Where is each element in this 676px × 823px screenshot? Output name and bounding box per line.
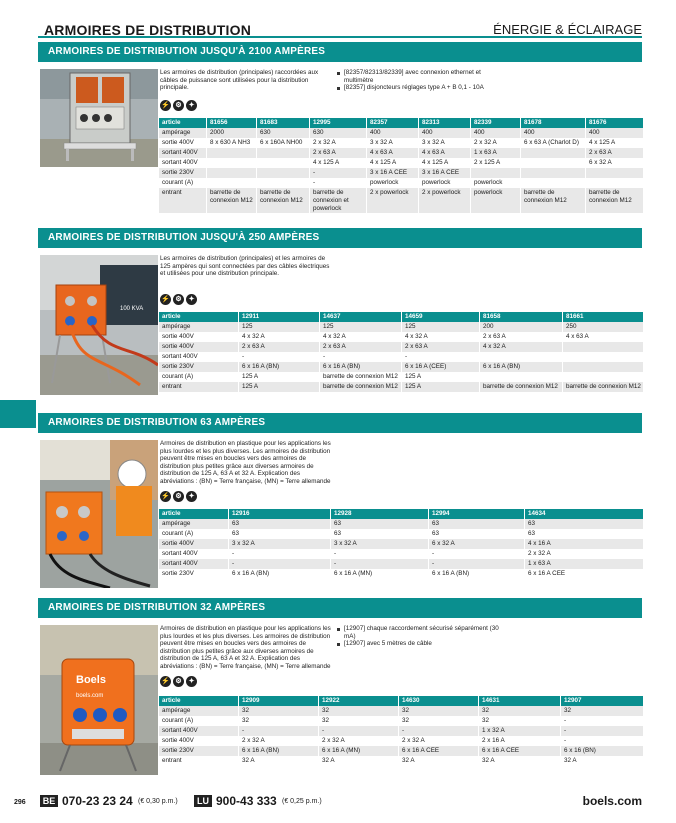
rate-lu: (€ 0,25 p.m.) <box>282 798 322 805</box>
table-cell <box>480 352 563 362</box>
section-250a <box>38 228 642 408</box>
side-color-tab <box>0 400 36 428</box>
table-cell <box>480 372 563 382</box>
table-cell: 400 <box>471 128 521 138</box>
table-cell: - <box>319 726 399 736</box>
table-cell: 4 x 16 A <box>525 539 643 549</box>
table-cell: 125 <box>239 322 320 332</box>
boels-url: boels.com <box>76 693 104 699</box>
table-cell: 6 x 63 A (Charlot D) <box>521 138 586 148</box>
column-header: 12909 <box>239 696 319 706</box>
column-header: 82357 <box>367 118 419 128</box>
table-cell: 32 A <box>319 756 399 766</box>
table-cell: - <box>229 549 331 559</box>
table-cell: 2 x 32 A <box>399 736 479 746</box>
row-label: sortie 230V <box>159 362 239 372</box>
row-label: sortant 400V <box>159 148 207 158</box>
table-cell: 1 x 32 A <box>479 726 561 736</box>
column-header: 12916 <box>229 509 331 519</box>
table-cell: 6 x 16 A (BN) <box>239 362 320 372</box>
table-cell: 2 x powerlock <box>419 188 471 213</box>
table-cell: - <box>561 726 643 736</box>
page-number: 296 <box>14 799 26 806</box>
table-cell: 2 x 63 A <box>402 342 480 352</box>
page-footer <box>0 790 676 814</box>
wrench-icon: ✦ <box>186 100 197 111</box>
column-header: 81683 <box>257 118 310 128</box>
table-cell: - <box>239 352 320 362</box>
boels-logo: Boels <box>76 674 106 686</box>
column-header: 12907 <box>561 696 643 706</box>
table-cell: 2000 <box>207 128 257 138</box>
section-63a <box>38 413 642 591</box>
feature-list <box>336 69 501 92</box>
table-cell: 63 <box>331 519 429 529</box>
table-cell: 32 <box>399 706 479 716</box>
row-label: sortie 400V <box>159 138 207 148</box>
table-cell: 2 x 32 A <box>310 138 367 148</box>
table-cell <box>563 342 643 352</box>
table-cell: 32 <box>239 716 319 726</box>
table-cell: 125 A <box>402 382 480 392</box>
row-label: sortie 230V <box>159 168 207 178</box>
table-cell: 6 x 16 A (BN) <box>480 362 563 372</box>
table-cell: 6 x 16 A (MN) <box>331 569 429 579</box>
table-cell: 6 x 16 A CEE <box>525 569 643 579</box>
table-header-row <box>159 312 643 322</box>
table-row <box>159 736 643 746</box>
table-cell: barrette de connexion M12 <box>586 188 643 213</box>
table-cell: 63 <box>229 519 331 529</box>
table-cell <box>257 178 310 188</box>
page-category: ÉNERGIE & ÉCLAIRAGE <box>493 22 642 37</box>
table-cell <box>257 148 310 158</box>
table-cell: 4 x 125 A <box>310 158 367 168</box>
row-label: ampérage <box>159 322 239 332</box>
table-cell: 3 x 32 A <box>367 138 419 148</box>
feature-list <box>336 625 506 648</box>
plug-icon: ⚡ <box>161 678 170 685</box>
table-cell: 400 <box>586 128 643 138</box>
table-cell: 4 x 32 A <box>320 332 402 342</box>
table-row <box>159 726 643 736</box>
column-header: 14637 <box>320 312 402 322</box>
row-label: sortie 400V <box>159 736 239 746</box>
table-cell <box>586 168 643 178</box>
spec-table-63a <box>158 509 643 579</box>
table-cell: 6 x 32 A <box>586 158 643 168</box>
gear-icon: ⚙ <box>173 491 184 502</box>
row-label: ampérage <box>159 519 229 529</box>
table-row <box>159 138 643 148</box>
column-header: 14630 <box>399 696 479 706</box>
property-icons <box>160 676 197 687</box>
spec-table-32a <box>158 696 643 766</box>
plug-icon: ⚡ <box>161 493 170 500</box>
table-cell <box>257 168 310 178</box>
country-badge-be: BE <box>40 795 58 807</box>
rate-be: (€ 0,30 p.m.) <box>138 798 178 805</box>
website-link[interactable]: boels.com <box>582 794 642 808</box>
table-cell: 400 <box>367 128 419 138</box>
table-cell: 1 x 63 A <box>525 559 643 569</box>
table-cell: 2 x 32 A <box>319 736 399 746</box>
table-cell <box>521 178 586 188</box>
table-cell: - <box>429 549 525 559</box>
wrench-icon: ✦ <box>186 294 197 305</box>
column-header: 12928 <box>331 509 429 519</box>
table-row <box>159 148 643 158</box>
table-cell: 6 x 16 A (BN) <box>429 569 525 579</box>
table-cell: 32 <box>561 706 643 716</box>
table-row <box>159 519 643 529</box>
table-cell: - <box>402 352 480 362</box>
table-cell: 6 x 16 A (MN) <box>319 746 399 756</box>
table-cell: 3 x 32 A <box>419 138 471 148</box>
product-photo-63a <box>40 440 158 588</box>
table-cell: 630 <box>257 128 310 138</box>
table-cell: 2 x 32 A <box>239 736 319 746</box>
table-cell <box>471 168 521 178</box>
table-cell: 63 <box>429 519 525 529</box>
row-label: ampérage <box>159 706 239 716</box>
table-cell: - <box>320 352 402 362</box>
page-title: ARMOIRES DE DISTRIBUTION <box>44 22 252 38</box>
table-cell: 2 x 32 A <box>525 549 643 559</box>
table-cell: 250 <box>563 322 643 332</box>
table-cell: barrette de connexion M12 <box>257 188 310 213</box>
table-row <box>159 569 643 579</box>
table-cell: 125 A <box>402 372 480 382</box>
table-row <box>159 559 643 569</box>
table-cell: 4 x 32 A <box>480 342 563 352</box>
table-cell: 2 x 63 A <box>480 332 563 342</box>
table-cell: 125 A <box>239 382 320 392</box>
table-cell: 63 <box>525 519 643 529</box>
column-header: article <box>159 312 239 322</box>
property-icons <box>160 491 197 502</box>
table-cell: 32 A <box>239 756 319 766</box>
spec-table-2100a <box>158 118 643 213</box>
column-header: 12911 <box>239 312 320 322</box>
table-header-row <box>159 118 643 128</box>
table-cell: 630 <box>310 128 367 138</box>
row-label: sortie 400V <box>159 332 239 342</box>
row-label: sortie 400V <box>159 539 229 549</box>
section-description: Armoires de distribution en plastique pour les applications les plus lourdes et les plus diverses. Les armoires de distribution peuvent être mises en boucles vers des armoires de distribution plus petites grâce aux diverses armoires de distribution de 125 A, 63 A et 32 A. Explication des abréviations : (BN) = Terre française, (MN) = Terre allemande <box>160 440 331 485</box>
section-title: ARMOIRES DE DISTRIBUTION JUSQU'À 2100 AMPÈRES <box>38 42 642 62</box>
table-header-row <box>159 509 643 519</box>
product-photo-250a <box>40 255 158 395</box>
table-cell: 1 x 63 A <box>471 148 521 158</box>
column-header: article <box>159 118 207 128</box>
feature-item: [12907] avec 5 mètres de câble <box>336 640 506 648</box>
table-row <box>159 756 643 766</box>
table-cell: barrette de connexion M12 <box>521 188 586 213</box>
table-cell: 6 x 160A NH00 <box>257 138 310 148</box>
table-row <box>159 168 643 178</box>
table-row <box>159 706 643 716</box>
table-cell: - <box>561 716 643 726</box>
table-cell: - <box>429 559 525 569</box>
table-cell <box>207 158 257 168</box>
column-header: article <box>159 696 239 706</box>
table-row <box>159 746 643 756</box>
table-cell <box>586 178 643 188</box>
plug-icon: ⚡ <box>161 102 170 109</box>
table-cell: 125 <box>320 322 402 332</box>
column-header: 14631 <box>479 696 561 706</box>
table-row <box>159 322 643 332</box>
table-cell: 2 x 63 A <box>586 148 643 158</box>
table-row <box>159 382 643 392</box>
table-cell: 6 x 16 A (BN) <box>229 569 331 579</box>
column-header: 81678 <box>521 118 586 128</box>
table-cell: - <box>310 168 367 178</box>
table-cell: powerlock <box>367 178 419 188</box>
table-cell: 8 x 630 A NH3 <box>207 138 257 148</box>
table-cell: 400 <box>419 128 471 138</box>
table-cell <box>563 362 643 372</box>
table-cell: 200 <box>480 322 563 332</box>
table-cell: powerlock <box>419 178 471 188</box>
gear-icon: ⚙ <box>173 294 184 305</box>
table-cell: 2 x 125 A <box>471 158 521 168</box>
plug-icon: ⚡ <box>161 296 170 303</box>
product-photo-32a <box>40 625 158 775</box>
table-cell: 2 x 32 A <box>471 138 521 148</box>
table-cell: 2 x 63 A <box>310 148 367 158</box>
table-cell: 6 x 16 A (CEE) <box>402 362 480 372</box>
table-cell: 4 x 32 A <box>402 332 480 342</box>
table-cell: - <box>239 726 319 736</box>
table-cell: barrette de connexion M12 <box>207 188 257 213</box>
table-cell: 2 x 16 A <box>479 736 561 746</box>
column-header: 12922 <box>319 696 399 706</box>
section-description: Armoires de distribution en plastique pour les applications les plus lourdes et les plus diverses. Les armoires de distribution peuvent être mises en boucles vers des armoires de distribution plus petites grâce aux diverses armoires de distribution de 125 A, 63 A et 32 A. Explication des abréviations : (BN) = Terre française, (MN) = Terre allemande <box>160 625 331 670</box>
table-cell: 32 <box>319 716 399 726</box>
property-icons <box>160 294 197 305</box>
feature-item: [12907] chaque raccordement sécurisé séparément (30 mA) <box>336 625 506 640</box>
table-cell: 4 x 125 A <box>419 158 471 168</box>
table-cell: 125 <box>402 322 480 332</box>
table-cell: 32 <box>399 716 479 726</box>
table-cell: - <box>310 178 367 188</box>
table-cell: 3 x 32 A <box>331 539 429 549</box>
table-cell: 63 <box>429 529 525 539</box>
row-label: sortant 400V <box>159 726 239 736</box>
row-label: courant (A) <box>159 178 207 188</box>
column-header: 12995 <box>310 118 367 128</box>
table-cell: 6 x 16 A (BN) <box>320 362 402 372</box>
feature-item: [82357/82313/82339] avec connexion ethernet et multimètre <box>336 69 501 84</box>
phone-be[interactable]: 070-23 23 24 <box>62 794 133 808</box>
table-cell: 3 x 16 A CEE <box>367 168 419 178</box>
table-row <box>159 352 643 362</box>
table-cell <box>207 178 257 188</box>
table-cell <box>521 148 586 158</box>
row-label: sortie 230V <box>159 746 239 756</box>
row-label: courant (A) <box>159 716 239 726</box>
country-badge-lu: LU <box>194 795 212 807</box>
table-cell: 6 x 32 A <box>429 539 525 549</box>
feature-item: [82357] disjoncteurs réglages type A + B 0,1 - 10A <box>336 84 501 92</box>
row-label: sortant 400V <box>159 549 229 559</box>
gear-icon: ⚙ <box>173 100 184 111</box>
column-header: 81676 <box>586 118 643 128</box>
property-icons <box>160 100 197 111</box>
gear-icon: ⚙ <box>173 676 184 687</box>
product-photo-2100a <box>40 69 158 167</box>
table-cell: 6 x 16 A (BN) <box>239 746 319 756</box>
section-title: ARMOIRES DE DISTRIBUTION 63 AMPÈRES <box>38 413 642 433</box>
table-cell: 4 x 63 A <box>419 148 471 158</box>
table-cell: barrette de connexion M12 <box>320 372 402 382</box>
table-cell: 2 x 63 A <box>320 342 402 352</box>
table-cell: 32 <box>239 706 319 716</box>
table-row <box>159 549 643 559</box>
table-row <box>159 342 643 352</box>
table-row <box>159 332 643 342</box>
section-2100a <box>38 42 642 222</box>
phone-lu[interactable]: 900-43 333 <box>216 794 277 808</box>
row-label: sortant 400V <box>159 352 239 362</box>
column-header: 82313 <box>419 118 471 128</box>
section-32a <box>38 598 642 776</box>
column-header: 81658 <box>480 312 563 322</box>
row-label: entrant <box>159 188 207 213</box>
table-cell: 32 <box>479 706 561 716</box>
column-header: article <box>159 509 229 519</box>
table-cell: barrette de connexion et powerlock <box>310 188 367 213</box>
table-cell: 32 <box>479 716 561 726</box>
section-title: ARMOIRES DE DISTRIBUTION JUSQU'À 250 AMPÈRES <box>38 228 642 248</box>
table-row <box>159 362 643 372</box>
column-header: 81661 <box>563 312 643 322</box>
table-cell <box>563 352 643 362</box>
row-label: sortie 230V <box>159 569 229 579</box>
table-cell <box>257 158 310 168</box>
row-label: courant (A) <box>159 372 239 382</box>
table-cell: - <box>399 726 479 736</box>
table-cell: 32 A <box>399 756 479 766</box>
table-cell <box>521 158 586 168</box>
table-cell: 63 <box>525 529 643 539</box>
row-label: ampérage <box>159 128 207 138</box>
table-row <box>159 372 643 382</box>
table-cell <box>521 168 586 178</box>
table-row <box>159 188 643 213</box>
table-cell: 4 x 125 A <box>586 138 643 148</box>
table-cell: 3 x 32 A <box>229 539 331 549</box>
table-cell: - <box>331 559 429 569</box>
table-cell: barrette de connexion M12 <box>320 382 402 392</box>
table-cell: 2 x powerlock <box>367 188 419 213</box>
table-cell: powerlock <box>471 188 521 213</box>
table-cell: 6 x 16 A CEE <box>479 746 561 756</box>
table-cell: 2 x 63 A <box>239 342 320 352</box>
table-cell <box>563 372 643 382</box>
table-row <box>159 158 643 168</box>
column-header: 14634 <box>525 509 643 519</box>
row-label: sortant 400V <box>159 559 229 569</box>
table-cell: 63 <box>331 529 429 539</box>
table-cell: - <box>561 736 643 746</box>
table-cell: barrette de connexion M12 <box>563 382 643 392</box>
table-cell: 6 x 16 (BN) <box>561 746 643 756</box>
table-cell: 32 <box>319 706 399 716</box>
table-cell <box>207 148 257 158</box>
table-cell: 4 x 63 A <box>367 148 419 158</box>
table-cell: powerlock <box>471 178 521 188</box>
row-label: sortant 400V <box>159 158 207 168</box>
column-header: 82339 <box>471 118 521 128</box>
table-cell: 6 x 16 A CEE <box>399 746 479 756</box>
table-row <box>159 178 643 188</box>
section-description: Les armoires de distribution (principales) raccordées aux câbles de puissance sont utilisées pour la distribution principale. <box>160 69 319 92</box>
table-cell: 32 A <box>561 756 643 766</box>
table-row <box>159 128 643 138</box>
row-label: sortie 400V <box>159 342 239 352</box>
table-row <box>159 539 643 549</box>
wrench-icon: ✦ <box>186 676 197 687</box>
table-header-row <box>159 696 643 706</box>
table-cell: - <box>331 549 429 559</box>
table-row <box>159 716 643 726</box>
row-label: entrant <box>159 756 239 766</box>
section-description: Les armoires de distribution (principales) et les armoires de 125 ampères qui sont connectées par des câbles électriques et utilisées pour une distribution principale. <box>160 255 330 278</box>
table-cell: 4 x 125 A <box>367 158 419 168</box>
table-cell: 32 A <box>479 756 561 766</box>
table-row <box>159 529 643 539</box>
generator-label: 100 KVA <box>120 306 144 312</box>
row-label: courant (A) <box>159 529 229 539</box>
section-title: ARMOIRES DE DISTRIBUTION 32 AMPÈRES <box>38 598 642 618</box>
table-cell: 4 x 32 A <box>239 332 320 342</box>
table-cell: 3 x 16 A CEE <box>419 168 471 178</box>
table-cell: - <box>229 559 331 569</box>
page-header <box>38 20 642 38</box>
table-cell: barrette de connexion M12 <box>480 382 563 392</box>
column-header: 12994 <box>429 509 525 519</box>
row-label: entrant <box>159 382 239 392</box>
table-cell: 63 <box>229 529 331 539</box>
table-cell: 400 <box>521 128 586 138</box>
table-cell: 4 x 63 A <box>563 332 643 342</box>
spec-table-250a <box>158 312 643 392</box>
table-cell <box>207 168 257 178</box>
column-header: 81656 <box>207 118 257 128</box>
table-cell: 125 A <box>239 372 320 382</box>
column-header: 14659 <box>402 312 480 322</box>
wrench-icon: ✦ <box>186 491 197 502</box>
